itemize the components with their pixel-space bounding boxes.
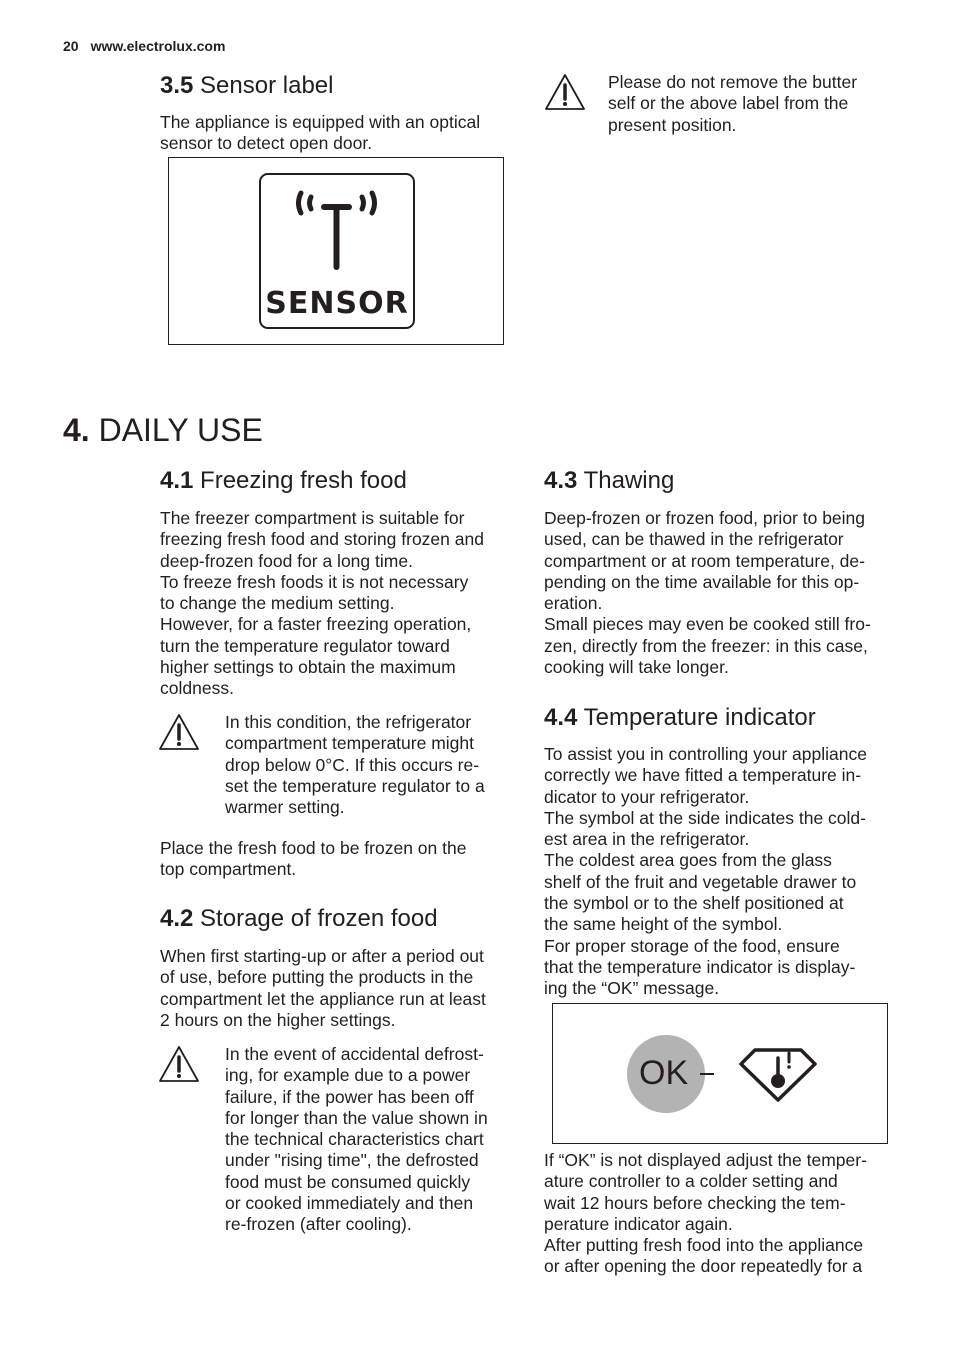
- section-4-2-heading: [160, 905, 438, 933]
- section-4-1-heading: [160, 467, 407, 495]
- section-title: Sensor label: [200, 72, 334, 99]
- section-4-1-warning: In this condition, the refrigerator compartment temperature might drop below 0°C. If this occurs re- set the temperature regulator to a warmer setting.: [225, 712, 485, 818]
- section-number: 4.3: [544, 467, 578, 494]
- section-4-3-text: Deep-frozen or frozen food, prior to being used, can be thawed in the refrigerator compartment or at room temperature, de- pending on the time available for this op- eration. Small pieces may even be cooked still fro- zen, directly from the freezer: in this case, cooking will take longer.: [544, 508, 871, 678]
- section-4-4-text-2: If “OK” is not displayed adjust the temper- ature controller to a colder setting and wait 12 hours before checking the tem- perature indicator again. After putting fresh food into the appliance or after opening the door repeatedly for a: [544, 1150, 867, 1277]
- warning-icon: [158, 1044, 200, 1084]
- sensor-figure: [168, 157, 504, 345]
- warning-icon: [158, 712, 200, 752]
- section-4-2-warning: In the event of accidental defrost- ing, for example due to a power failure, if the power has been off for longer than the value shown in the technical characteristics chart under "rising time", the defrosted food must be consumed quickly or cooked immediately and then re-frozen (after cooling).: [225, 1044, 488, 1235]
- section-4-1-text-2: Place the fresh food to be frozen on the top compartment.: [160, 838, 467, 880]
- ok-dash: [700, 1073, 714, 1075]
- site-url: www.electrolux.com: [90, 38, 226, 54]
- section-4-3-heading: [544, 467, 674, 495]
- section-title: Thawing: [583, 467, 675, 494]
- section-3-5-text: The appliance is equipped with an optical sensor to detect open door.: [160, 112, 481, 154]
- ok-label: OK: [639, 1054, 689, 1092]
- warning-icon: [544, 72, 586, 112]
- section-3-5-heading: [160, 72, 333, 100]
- section-number: 4.2: [160, 905, 194, 932]
- section-4-2-text: When first starting-up or after a period out of use, before putting the products in the compartment let the appliance run at least 2 hours on the higher settings.: [160, 946, 486, 1030]
- section-number: 4.1: [160, 467, 194, 494]
- page-number: 20: [63, 38, 79, 54]
- chapter-number: 4.: [63, 412, 90, 448]
- section-4-4-text: To assist you in controlling your appliance correctly we have fitted a temperature in- dicator to your refrigerator. The symbol at the side indicates the cold- est area in the refrigerator. The coldest area goes from the glass shelf of the fruit and vegetable drawer to the symbol or to the shelf positioned at the same height of the symbol. For proper storage of the food, ensure that the temperature indicator is display- ing the “OK” message.: [544, 744, 867, 999]
- section-title: Freezing fresh food: [200, 467, 407, 494]
- butter-shelf-warning: Please do not remove the butter self or the above label from the present position.: [608, 72, 858, 135]
- section-number: 3.5: [160, 72, 194, 99]
- temperature-indicator-icon: [737, 1038, 819, 1104]
- section-4-1-text: The freezer compartment is suitable for freezing fresh food and storing frozen and deep-frozen food for a long time. To freeze fresh foods it is not necessary to change the medium setting. However, for a faster freezing operation, turn the temperature regulator toward higher settings to obtain the maximum coldness.: [160, 508, 484, 699]
- section-title: Storage of frozen food: [200, 905, 438, 932]
- section-title: Temperature indicator: [583, 704, 816, 731]
- page-header: [63, 38, 225, 54]
- section-number: 4.4: [544, 704, 578, 731]
- sensor-icon: [259, 173, 415, 329]
- chapter-heading: [63, 412, 263, 448]
- sensor-label: SENSOR: [265, 286, 409, 321]
- section-4-4-heading: [544, 704, 816, 732]
- chapter-title: DAILY USE: [98, 412, 263, 448]
- temperature-indicator-figure: [552, 1003, 888, 1144]
